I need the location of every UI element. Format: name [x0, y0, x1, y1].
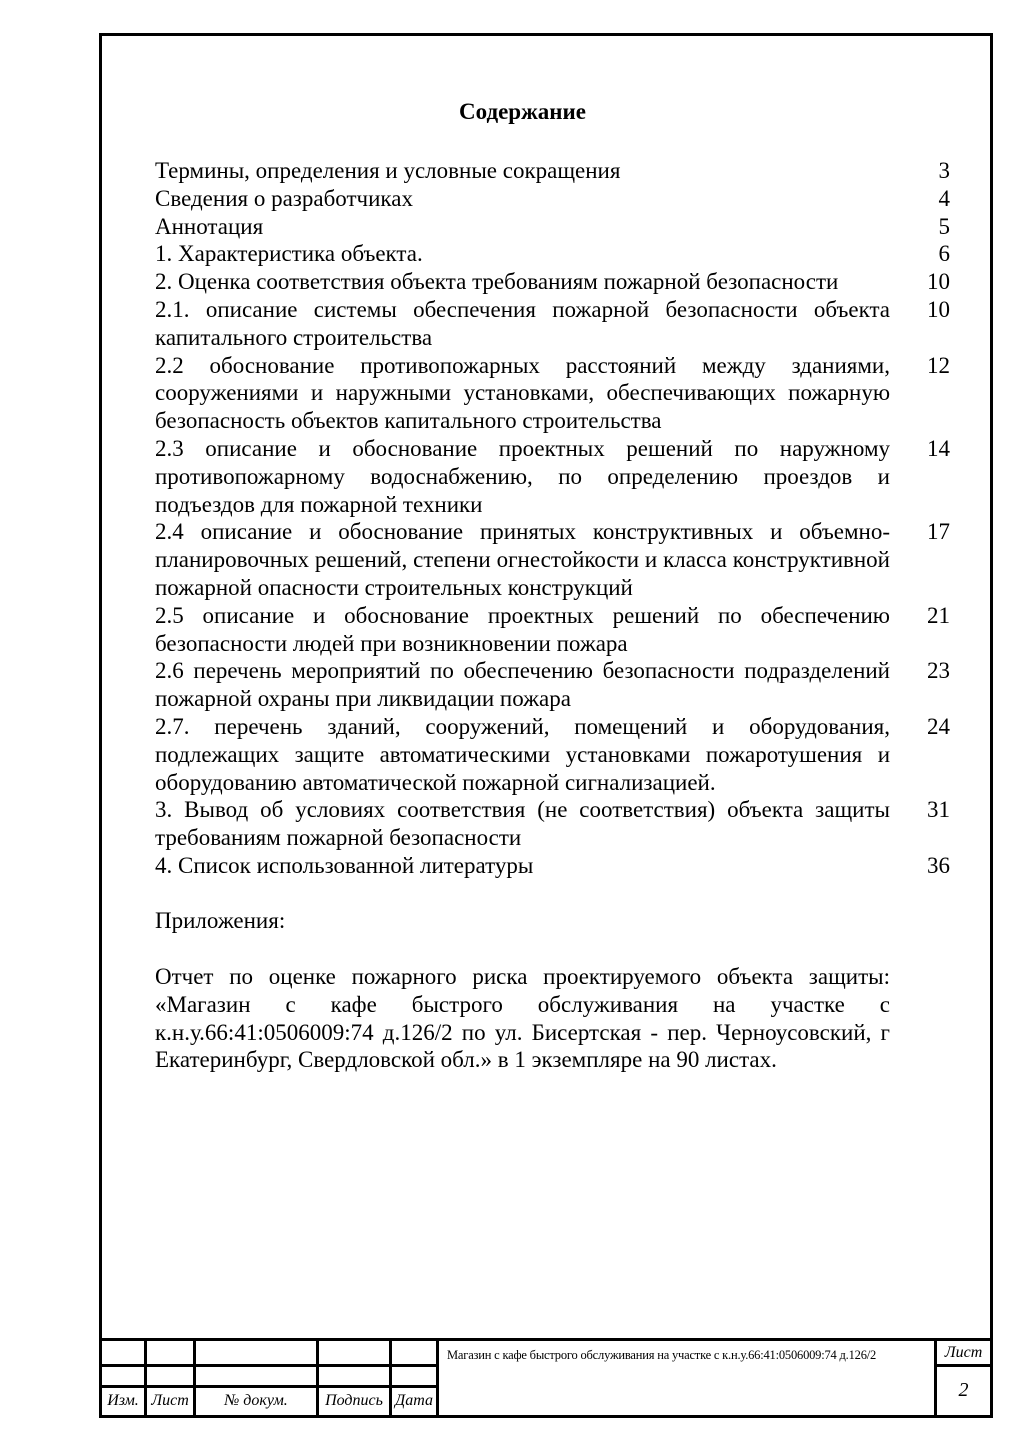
toc-entry-text: Сведения о разработчиках [155, 185, 413, 211]
title-block-doc-title: Магазин с кафе быстрого обслуживания на участке с к.н.у.66:41:0506009:74 д.126/2 [439, 1341, 937, 1415]
appendix-paragraph: Отчет по оценке пожарного риска проектируемого объекта защиты: «Магазин с кафе быстрого обслуживания на участке с к.н.у.66:41:0506009:74 д.126/2 по ул. Бисертская - пер. Черноусовский, г Екатеринбург, Свердловской обл.» в 1 экземпляре на 90 листах. [155, 964, 890, 1073]
sheet-label: Лист [937, 1341, 990, 1367]
toc-entry-text: 4. Список использованной литературы [155, 852, 534, 878]
titleblock-cell-empty [147, 1341, 196, 1367]
toc-entry-page: 6 [938, 241, 950, 267]
toc-entry-text: 3. Вывод об условиях соответствия (не соответствия) объекта защиты требованиям пожарной безопасности [155, 797, 890, 851]
toc-entry [155, 240, 950, 268]
titleblock-cell-empty [196, 1341, 319, 1367]
toc-entry [155, 268, 950, 296]
toc-entry [155, 796, 950, 852]
toc-entry-text: 2.4 описание и обоснование принятых конструктивных и объемно-планировочных решений, степени огнестойкости и класса конструктивной пожарной опасности строительных конструкций [155, 519, 890, 600]
titleblock-cell-empty [392, 1341, 439, 1367]
table-of-contents [155, 157, 950, 880]
toc-entry-page: 23 [927, 658, 950, 684]
title-block-revision-table [102, 1341, 439, 1415]
titleblock-cell-empty [102, 1341, 147, 1367]
toc-entry-page: 31 [927, 797, 950, 823]
toc-entry-page: 10 [927, 269, 950, 295]
toc-entry [155, 657, 950, 713]
toc-entry [155, 213, 950, 241]
titleblock-column-data: Дата [392, 1388, 439, 1415]
toc-entry [155, 713, 950, 796]
toc-entry [155, 157, 950, 185]
titleblock-cell-empty [319, 1367, 392, 1388]
toc-entry-page: 5 [938, 213, 950, 239]
sheet-number: 2 [958, 1379, 969, 1402]
toc-entry-page: 3 [938, 158, 950, 183]
toc-entry-text: 1. Характеристика объекта. [155, 241, 423, 267]
toc-entry [155, 352, 950, 435]
toc-entry-text: 2.1. описание системы обеспечения пожарной безопасности объекта капитального строительства [155, 296, 890, 350]
title-block-sheet [937, 1341, 990, 1415]
page-title: Содержание [459, 99, 586, 124]
toc-entry-page: 4 [938, 185, 950, 211]
toc-entry-text: 2.7. перечень зданий, сооружений, помещений и оборудования, подлежащих защите автоматическими установками пожаротушения и оборудованию автоматической пожарной сигнализацией. [155, 713, 890, 795]
toc-entry [155, 435, 950, 518]
toc-entry-page: 14 [927, 435, 950, 461]
title-block [99, 1338, 993, 1418]
toc-entry-page: 36 [927, 852, 950, 878]
toc-entry [155, 602, 950, 658]
titleblock-cell-empty [392, 1367, 439, 1388]
titleblock-column-podpis: Подпись [319, 1388, 392, 1415]
toc-entry-text: 2.2 обоснование противопожарных расстояний между зданиями, сооружениями и наружными установками, обеспечивающих пожарную безопасность объектов капитального строительства [155, 352, 890, 434]
titleblock-cell-empty [196, 1367, 319, 1388]
titleblock-cell-empty [147, 1367, 196, 1388]
toc-entry-page: 24 [927, 713, 950, 739]
toc-entry-page: 10 [927, 296, 950, 322]
toc-entry [155, 185, 950, 213]
toc-entry-page: 17 [927, 519, 950, 545]
toc-entry [155, 296, 950, 352]
toc-entry-text: 2.3 описание и обоснование проектных решений по наружному противопожарному водоснабжению, по определению проездов и подъездов для пожарной техники [155, 435, 890, 517]
toc-entry-page: 12 [927, 352, 950, 378]
toc-entry [155, 852, 950, 880]
toc-entry-page: 21 [927, 602, 950, 628]
toc-entry-text: 2. Оценка соответствия объекта требованиям пожарной безопасности [155, 269, 839, 295]
page-frame [99, 33, 993, 1418]
toc-entry [155, 518, 950, 601]
titleblock-cell-empty [102, 1367, 147, 1388]
appendix-heading: Приложения: [155, 908, 286, 933]
titleblock-column-list: Лист [147, 1388, 196, 1415]
toc-entry-text: Термины, определения и условные сокращения [155, 158, 621, 183]
titleblock-column-izm: Изм. [102, 1388, 147, 1415]
titleblock-column-ndokum: № докум. [196, 1388, 319, 1415]
toc-entry-text: 2.6 перечень мероприятий по обеспечению безопасности подразделений пожарной охраны при ликвидации пожара [155, 658, 890, 712]
toc-entry-text: Аннотация [155, 213, 264, 239]
toc-entry-text: 2.5 описание и обоснование проектных решений по обеспечению безопасности людей при возникновении пожара [155, 602, 890, 656]
titleblock-cell-empty [319, 1341, 392, 1367]
